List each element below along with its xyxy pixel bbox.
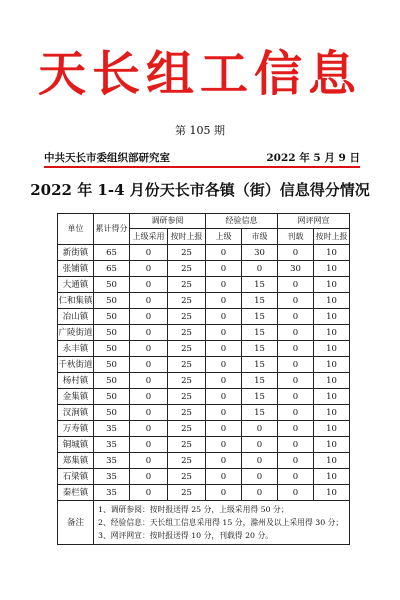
score-cell: 10 [314, 245, 350, 261]
score-cell: 25 [168, 469, 206, 485]
score-cell: 0 [206, 341, 242, 357]
score-cell: 25 [168, 261, 206, 277]
total-cell: 50 [94, 405, 130, 421]
score-cell: 0 [130, 485, 168, 501]
unit-cell: 金集镇 [58, 389, 94, 405]
score-cell: 0 [242, 421, 278, 437]
score-cell: 10 [314, 357, 350, 373]
score-table [57, 213, 350, 545]
score-cell: 25 [168, 373, 206, 389]
table-row [58, 277, 350, 293]
unit-cell: 冶山镇 [58, 309, 94, 325]
score-cell: 0 [130, 245, 168, 261]
header-network-group: 网评网宣 [278, 214, 350, 229]
score-cell: 0 [130, 469, 168, 485]
table-row [58, 357, 350, 373]
score-cell: 15 [242, 405, 278, 421]
document-title: 2022 年 1-4 月份天长市各镇（街）信息得分情况 [30, 181, 370, 199]
score-cell: 0 [130, 261, 168, 277]
score-cell: 0 [206, 421, 242, 437]
total-cell: 50 [94, 373, 130, 389]
table-row [58, 325, 350, 341]
score-cell: 0 [130, 453, 168, 469]
score-cell: 15 [242, 325, 278, 341]
score-cell: 0 [278, 277, 314, 293]
score-cell: 0 [206, 485, 242, 501]
unit-cell: 杨村镇 [58, 373, 94, 389]
header-sub: 上级采用 [130, 229, 168, 245]
score-cell: 0 [206, 357, 242, 373]
remarks-text [94, 501, 350, 545]
score-cell: 0 [206, 309, 242, 325]
score-cell: 25 [168, 341, 206, 357]
score-cell: 10 [314, 261, 350, 277]
score-cell: 10 [314, 405, 350, 421]
red-divider [44, 166, 360, 168]
score-cell: 0 [130, 309, 168, 325]
score-cell: 0 [206, 325, 242, 341]
score-cell: 0 [206, 277, 242, 293]
score-cell: 0 [278, 485, 314, 501]
score-cell: 15 [242, 341, 278, 357]
table-row [58, 405, 350, 421]
header-sub: 市级 [242, 229, 278, 245]
header-experience-group: 经验信息 [206, 214, 278, 229]
header-sub: 刊载 [278, 229, 314, 245]
score-cell: 0 [242, 453, 278, 469]
unit-cell: 千秋街道 [58, 357, 94, 373]
header-total: 累计得分 [94, 214, 130, 245]
table-row [58, 309, 350, 325]
remark-line: 3、网评网宣：按时报送得 10 分，刊载得 20 分。 [98, 531, 274, 540]
masthead-title: 天长组工信息 [37, 46, 362, 102]
score-cell: 0 [130, 373, 168, 389]
unit-cell: 大通镇 [58, 277, 94, 293]
total-cell: 35 [94, 437, 130, 453]
score-cell: 0 [130, 437, 168, 453]
publisher-name: 中共天长市委组织部研究室 [44, 152, 170, 164]
score-cell: 0 [278, 293, 314, 309]
score-cell: 0 [130, 405, 168, 421]
score-cell: 10 [314, 293, 350, 309]
issue-number: 第 105 期 [175, 124, 225, 137]
table-row [58, 341, 350, 357]
score-cell: 25 [168, 245, 206, 261]
remarks-label: 备注 [58, 501, 94, 545]
score-cell: 10 [314, 389, 350, 405]
unit-cell: 永丰镇 [58, 341, 94, 357]
score-cell: 25 [168, 309, 206, 325]
publish-date: 2022 年 5 月 9 日 [266, 152, 360, 164]
score-cell: 0 [278, 405, 314, 421]
score-cell: 0 [130, 389, 168, 405]
header-unit: 单位 [58, 214, 94, 245]
score-cell: 0 [130, 357, 168, 373]
score-cell: 0 [130, 277, 168, 293]
table-row [58, 421, 350, 437]
unit-cell: 秦栏镇 [58, 485, 94, 501]
total-cell: 65 [94, 245, 130, 261]
score-cell: 0 [130, 325, 168, 341]
score-cell: 15 [242, 309, 278, 325]
score-cell: 15 [242, 293, 278, 309]
score-cell: 0 [206, 405, 242, 421]
table-row [58, 389, 350, 405]
table-row [58, 437, 350, 453]
remarks-row [58, 501, 350, 545]
score-cell: 15 [242, 389, 278, 405]
score-cell: 0 [242, 437, 278, 453]
score-cell: 0 [206, 245, 242, 261]
score-cell: 0 [278, 373, 314, 389]
total-cell: 65 [94, 261, 130, 277]
score-cell: 0 [206, 469, 242, 485]
score-cell: 25 [168, 293, 206, 309]
score-cell: 25 [168, 277, 206, 293]
total-cell: 50 [94, 293, 130, 309]
score-cell: 0 [206, 437, 242, 453]
score-cell: 10 [314, 277, 350, 293]
score-cell: 10 [314, 437, 350, 453]
score-cell: 0 [278, 341, 314, 357]
unit-cell: 广陵街道 [58, 325, 94, 341]
remark-line: 1、调研参阅：按时报送得 25 分，上级采用得 50 分； [98, 505, 289, 514]
total-cell: 35 [94, 421, 130, 437]
score-cell: 0 [278, 309, 314, 325]
score-cell: 0 [278, 437, 314, 453]
score-cell: 0 [206, 373, 242, 389]
remark-line: 2、经验信息：天长组工信息采用得 15 分，滁州及以上采用得 30 分； [98, 518, 344, 527]
score-cell: 0 [278, 453, 314, 469]
unit-cell: 张铺镇 [58, 261, 94, 277]
header-sub: 上级 [206, 229, 242, 245]
table-row [58, 261, 350, 277]
score-cell: 10 [314, 309, 350, 325]
total-cell: 35 [94, 485, 130, 501]
score-cell: 0 [242, 485, 278, 501]
score-cell: 25 [168, 437, 206, 453]
score-cell: 0 [130, 421, 168, 437]
score-cell: 10 [314, 469, 350, 485]
score-cell: 0 [206, 261, 242, 277]
header-sub: 按时上报 [168, 229, 206, 245]
score-cell: 25 [168, 325, 206, 341]
score-cell: 30 [278, 261, 314, 277]
score-cell: 10 [314, 485, 350, 501]
score-cell: 0 [278, 245, 314, 261]
unit-cell: 新街镇 [58, 245, 94, 261]
score-cell: 0 [278, 325, 314, 341]
score-cell: 10 [314, 373, 350, 389]
score-cell: 10 [314, 421, 350, 437]
table-row [58, 245, 350, 261]
table-row [58, 373, 350, 389]
unit-cell: 仁和集镇 [58, 293, 94, 309]
score-cell: 30 [242, 245, 278, 261]
unit-cell: 铜城镇 [58, 437, 94, 453]
total-cell: 35 [94, 469, 130, 485]
table-row [58, 293, 350, 309]
total-cell: 50 [94, 341, 130, 357]
total-cell: 50 [94, 325, 130, 341]
score-cell: 15 [242, 357, 278, 373]
unit-cell: 郑集镇 [58, 453, 94, 469]
total-cell: 35 [94, 453, 130, 469]
score-cell: 0 [242, 469, 278, 485]
score-cell: 10 [314, 325, 350, 341]
score-cell: 10 [314, 453, 350, 469]
score-cell: 0 [206, 453, 242, 469]
unit-cell: 石梁镇 [58, 469, 94, 485]
header-research-group: 调研参阅 [130, 214, 206, 229]
score-cell: 25 [168, 405, 206, 421]
score-cell: 0 [278, 389, 314, 405]
score-cell: 25 [168, 421, 206, 437]
unit-cell: 汊涧镇 [58, 405, 94, 421]
table-row [58, 453, 350, 469]
table-row [58, 485, 350, 501]
unit-cell: 万寿镇 [58, 421, 94, 437]
meta-line [44, 150, 360, 164]
score-cell: 25 [168, 389, 206, 405]
total-cell: 50 [94, 309, 130, 325]
total-cell: 50 [94, 277, 130, 293]
score-cell: 0 [278, 357, 314, 373]
score-cell: 25 [168, 453, 206, 469]
header-sub: 按时上报 [314, 229, 350, 245]
table-row [58, 469, 350, 485]
score-cell: 0 [206, 389, 242, 405]
score-cell: 25 [168, 485, 206, 501]
score-cell: 0 [278, 421, 314, 437]
score-cell: 0 [206, 293, 242, 309]
score-cell: 15 [242, 277, 278, 293]
score-cell: 0 [130, 341, 168, 357]
total-cell: 50 [94, 389, 130, 405]
score-cell: 0 [242, 261, 278, 277]
score-table-body [58, 245, 350, 501]
score-cell: 0 [130, 293, 168, 309]
total-cell: 50 [94, 357, 130, 373]
score-cell: 25 [168, 357, 206, 373]
score-cell: 0 [278, 469, 314, 485]
score-cell: 15 [242, 373, 278, 389]
score-cell: 10 [314, 341, 350, 357]
